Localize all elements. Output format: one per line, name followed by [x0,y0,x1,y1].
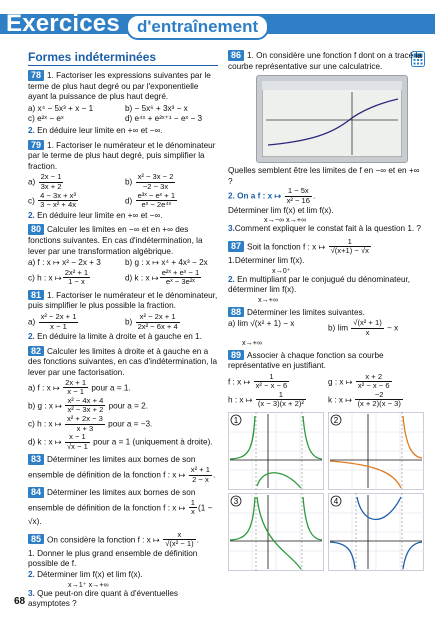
page-number: 68 [14,596,26,607]
numerator: 1 − 5x [285,187,312,197]
q2-subscript: x→+∞ [258,294,279,304]
function-grid [228,373,424,409]
q3-text: Que peut-on dire quant à d'éventuelles asymptotes ? [28,588,178,609]
numerator: √(x² + 1) [353,318,382,328]
denominator: √x − 1 [66,441,88,451]
question: Déterminer les limites aux bornes de son ensemble de définition de la fonction f : x ↦ [28,488,196,513]
q2-number: 2. [28,125,35,135]
exercise-number: 78 [28,70,44,81]
func-a: a) f : x ↦ x² − 2x + 3 [28,258,101,268]
denominator: eˣ − 2e⁴ˣ [141,200,172,210]
question: On considère la fonction f : x ↦ [47,534,160,544]
question: 1. Factoriser le numérateur et le dénominateur, puis simplifier le plus possible la fraction. [28,290,218,311]
graph-1 [228,412,324,490]
expr-d: d) e⁴ˣ + e²ˣ⁺¹ − eˣ − 3 [125,114,203,124]
condition: pour a = 1 (uniquement à droite). [93,437,213,447]
q2-text: En multipliant par le conjugué du dénominateur, déterminer lim f(x). [228,274,411,295]
graph-2 [328,412,424,490]
q2-determine: Déterminer lim f(x) et lim f(x). [228,205,334,215]
numerator: x² − 3x − 2 [137,172,174,182]
denominator: √(x+1) − √x [330,246,369,256]
q2-number: 2. [28,332,35,342]
label: g : x ↦ [328,376,353,386]
item-d [28,433,218,451]
exercise-number: 79 [28,140,44,151]
fraction [163,531,195,549]
fraction [329,238,371,256]
numerator: 1 [256,391,306,401]
numerator: e²ˣ + eˣ − 1 [161,267,200,277]
q2-text: En déduire leur limite en +∞ et −∞. [34,210,163,220]
label: b) lim [328,323,349,333]
label: d) k : x ↦ [28,437,62,447]
graph-label: 2 [333,416,339,426]
label: f : x ↦ [228,376,251,386]
q2-subscripts: x→1⁺ x→+∞ [68,579,109,589]
exercise-number: 87 [228,241,244,252]
func-h [228,391,324,409]
func-b: b) g : x ↦ x⁴ + 4x³ − 2x [125,258,208,268]
expr-a: a) x⁴ − 5x³ + x − 1 [28,103,94,113]
fraction [256,391,306,409]
q1: 1. Donner le plus grand ensemble de définition possible de f. [28,548,198,569]
fraction-a [39,173,64,191]
section-title: Formes indéterminées [28,50,218,66]
label-c: c) [28,195,35,205]
label: a) f : x ↦ [28,382,60,392]
exercise-number: 89 [228,350,244,361]
q3-number: 3. [28,588,35,598]
question: Déterminer les limites aux bornes de son ensemble de définition de la fonction f : x ↦ [28,455,196,480]
q2 [28,570,218,581]
exercise-80 [28,224,218,287]
denominator: x + 3 [76,423,94,433]
q3-number: 3. [228,224,235,234]
calculator-screen [256,75,408,163]
condition: pour a = 1. [91,382,131,392]
denominator: eˣ − 3e²ˣ [166,277,195,287]
denominator: √(x² − 1) [165,539,194,549]
header-badge: d'entraînement [126,14,269,40]
expression-grid [28,104,218,125]
question: 1. Factoriser le numérateur et le dénominateur par le terme de plus haut degré, puis simplifier la fraction. [28,140,216,171]
expr-b: b) − 5x⁶ + 3x³ − x [125,103,188,113]
func-k [328,391,424,409]
right-column [228,50,424,574]
condition: pour a = 2. [108,401,148,411]
fraction [65,415,105,433]
item-a [28,379,218,397]
numerator: x + 2 [356,373,392,383]
exercise-88 [228,307,424,347]
q3 [228,224,424,235]
graph-4 [328,493,424,571]
limit-a: a) lim √(x² + 1) − x [228,319,295,329]
exercise-84 [28,487,218,527]
fraction [65,397,105,415]
left-column [28,50,218,613]
q2-text: Déterminer lim f(x) et lim f(x). [34,569,143,579]
denominator: x² − 3x + 2 [67,405,104,415]
fraction [285,187,312,205]
exercise-78 [28,70,218,137]
exercise-85 [28,531,218,610]
question: Déterminer les limites suivantes. [247,307,365,317]
fraction [355,391,402,409]
header-title: Exercices [6,10,120,37]
period: . [196,534,199,544]
fraction-b [136,313,180,331]
q2 [228,187,424,205]
exercise-82 [28,346,218,452]
q2-text: En déduire leur limite en +∞ et −∞. [34,125,163,135]
label-b: b) [125,177,133,187]
numerator: 1 [254,373,290,383]
numerator: x² − 2x + 1 [40,312,77,322]
fraction [356,373,392,391]
question: Calculer les limites à droite et à gauche en a des fonctions suivantes, en cas d'indétermination, la lever par une factorisation. [28,346,218,378]
func-f [228,373,324,391]
q1-subscript: x→0⁺ [272,265,291,275]
q2-number: 2. [28,569,35,579]
question: Associer à chaque fonction sa courbe représentative en justifiant. [228,350,384,371]
label-a: a) [28,317,36,327]
period: . [213,470,216,480]
fraction-b [136,173,176,191]
denominator: 2x² − 6x + 4 [137,321,178,331]
exercise-number: 85 [28,534,44,545]
fraction [189,466,212,484]
denominator: x² − x − 6 [255,381,288,391]
exercise-79 [28,140,218,222]
exercise-number: 88 [228,307,244,318]
numerator: x² − 4x + 4 [67,395,104,405]
exercise-89 [228,350,424,572]
page-header [0,0,435,44]
label-d: d) [125,195,133,205]
tail: − x [387,323,399,333]
denominator: 3 − x² + 4x [40,200,76,210]
period: . [313,191,316,201]
fraction-grid [28,313,218,331]
exercise-87 [228,238,424,304]
label-c: c) h : x ↦ [28,272,62,282]
q2-label: 2. On a f : x ↦ [228,191,282,201]
q2-number: 2. [28,210,35,220]
exercise-86 [228,50,424,235]
numerator: x² − 2x + 1 [136,313,180,323]
q3 [28,589,218,610]
graph-label: 3 [233,497,239,507]
denominator: 3x + 2 [40,181,62,191]
limit-subscript: x→+∞ [242,337,263,347]
func-g [328,373,424,391]
numerator: e³ˣ − eˣ + 1 [137,190,176,200]
question: Calculer les limites en −∞ et en +∞ des fonctions suivantes. En cas d'indétermination, la lever par une transformation algébrique. [28,225,203,256]
exercise-81 [28,290,218,343]
exercise-number: 82 [28,346,44,357]
numerator: 1 [329,238,371,248]
numerator: x² + 1 [190,464,211,474]
condition: pour a = −3. [108,419,153,429]
label: k : x ↦ [328,395,353,405]
expr-c: c) e²ˣ − eˣ [28,114,64,124]
fraction-d [136,192,178,210]
denominator: x² − x − 6 [357,381,390,391]
numerator: 4 − 3x + x³ [40,190,76,200]
q3-text: Comment expliquer le constat fait à la question 1. ? [234,224,421,234]
item-b [28,397,218,415]
label: h : x ↦ [228,395,253,405]
q2-number: 2. [228,274,235,284]
numerator: x² + 2x − 3 [66,414,103,423]
exercise-number: 80 [28,224,44,235]
numerator: 1 [190,497,196,507]
label-b: b) [125,317,133,327]
graph-3 [228,493,324,571]
fraction-a [39,313,79,331]
limit-grid [228,319,424,337]
calculator-graph [262,81,402,157]
denominator: (x − 3)(x + 2)² [257,399,304,409]
graph-label: 4 [333,497,339,507]
numerator: 2x − 1 [40,172,62,182]
numerator: x − 1 [65,433,90,443]
exercise-number: 83 [28,454,44,465]
q1: 1.Déterminer lim f(x). [228,255,305,265]
exercise-83 [28,454,218,484]
factor: (1 − √x). [28,503,213,526]
q2-subscripts: x→−∞ x→+∞ [264,215,307,225]
denominator: x − 1 [50,321,67,331]
label: b) g : x ↦ [28,401,63,411]
q2-text: En déduire la limite à droite et à gauche en 1. [34,332,202,342]
graph-grid [228,412,424,571]
graph-label: 1 [233,416,239,426]
numerator: 2x + 1 [65,377,87,387]
question: 1. Factoriser les expressions suivantes par le terme de plus haut degré ou par l'exponentielle ayant la puissance de plus haut degré. [28,71,211,102]
limit-b [328,319,424,337]
function-grid [28,258,218,287]
fraction [65,433,90,451]
question: 1. On considère une fonction f dont on a tracé la courbe représentative sur une calculatrice. [228,51,422,71]
fraction-d [160,269,202,287]
exercise-number: 81 [28,290,44,301]
denominator: x [191,507,195,517]
q-limits: Quelles semblent être les limites de f en −∞ et en +∞ ? [228,166,420,186]
fraction-grid [28,173,218,209]
fraction-c [63,269,90,287]
numerator: 2x² + 1 [64,267,89,277]
fraction [254,373,290,391]
question: Soit la fonction f : x ↦ [247,242,326,252]
denominator: −2 − 3x [142,181,169,191]
denominator: x [365,327,370,337]
numerator: x [163,531,195,541]
fraction [63,379,88,397]
numerator: −2 [355,391,402,401]
exercise-number: 86 [228,50,244,61]
label: c) h : x ↦ [28,419,62,429]
denominator: x − 1 [67,387,84,397]
label-d: d) k : x ↦ [125,272,159,282]
exercise-number: 84 [28,487,44,498]
q2 [228,275,424,296]
denominator: 2 − x [192,474,209,484]
label-a: a) [28,177,36,187]
denominator: x² − 16 [286,195,310,205]
fraction-c [38,192,78,210]
fraction [351,319,383,337]
denominator: (x + 2)(x − 3) [357,399,401,409]
fraction [189,499,197,517]
denominator: 1 − x [68,277,85,287]
item-c [28,415,218,433]
